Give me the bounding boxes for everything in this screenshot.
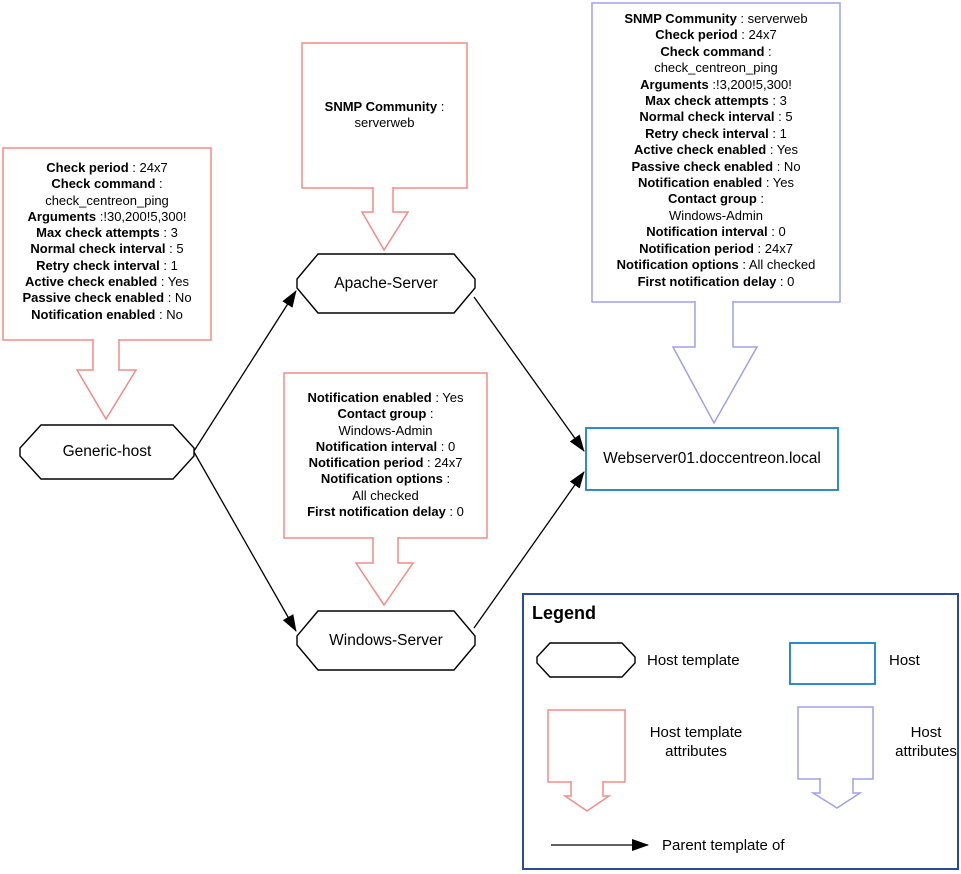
attr-line [302, 115, 467, 131]
legend-host-attr-box [798, 707, 873, 779]
attr-line [592, 274, 840, 290]
attr-label: Passive check enabled [631, 158, 774, 174]
attr-label: Arguments [640, 76, 709, 92]
attr-label: Contact group [337, 406, 427, 422]
attr-label: Notification options [320, 471, 443, 487]
legend-template-attr-arrow [565, 781, 609, 811]
attr-value: : [437, 99, 445, 114]
attr-label: Notification options [616, 257, 739, 273]
attr-line [3, 176, 211, 192]
attr-line [592, 44, 840, 60]
attr-line [284, 390, 487, 406]
attr-label: Check command [660, 43, 765, 59]
apache-server-node-label: Apache-Server [334, 274, 438, 292]
attr-line [302, 99, 467, 115]
legend-parent-template-label: Parent template of [662, 837, 785, 854]
attr-line [3, 241, 211, 257]
attr-value: : 0 [776, 273, 795, 289]
attr-label: Arguments [27, 208, 97, 224]
host-template-attributes-arrow-windows [356, 537, 413, 605]
attr-line [592, 224, 840, 240]
attr-line [284, 504, 487, 520]
attr-line [3, 225, 211, 241]
attr-value: : 0 [767, 224, 786, 240]
attr-label: Notification enabled [307, 390, 432, 405]
attr-label: Notification enabled [31, 306, 156, 322]
legend-host-attributes-label: Host attributes [895, 724, 957, 760]
attr-line [592, 11, 840, 27]
attr-line [592, 159, 840, 175]
attr-value: Windows-Admin [669, 207, 763, 223]
attr-line [3, 274, 211, 290]
attr-value: : Yes [766, 142, 799, 158]
attr-value: : 5 [774, 109, 793, 125]
attr-line [592, 126, 840, 142]
attr-value: serverweb [354, 115, 415, 131]
attr-label: Normal check interval [639, 109, 775, 125]
attr-label: Max check attempts [36, 225, 160, 241]
attr-value: : [756, 191, 765, 207]
host-attributes-arrow-webserver [673, 301, 757, 423]
attr-line [592, 93, 840, 109]
attr-label: Notification interval [646, 224, 768, 240]
attr-value: check_centreon_ping [654, 60, 778, 76]
attr-value: : 1 [159, 257, 178, 273]
attr-label: Active check enabled [633, 142, 767, 158]
attr-label: Max check attempts [645, 93, 769, 109]
attr-label: Retry check interval [645, 125, 769, 141]
attr-value: : serverweb [736, 11, 808, 26]
attr-value: : 24x7 [128, 160, 168, 175]
attr-value: : 0 [445, 504, 464, 520]
attr-value: : 1 [768, 125, 787, 141]
host-template-attributes-arrow-generic [77, 339, 136, 419]
attr-line [592, 60, 840, 76]
attr-value: All checked [352, 487, 419, 503]
attr-value: : [764, 43, 772, 59]
attr-value: : All checked [738, 257, 816, 273]
attr-line [284, 471, 487, 487]
legend-template-attr-box [548, 710, 625, 782]
attr-value: : No [155, 306, 183, 322]
attr-line [3, 307, 211, 323]
attr-value: : 24x7 [423, 455, 463, 471]
attr-label: Check period [655, 27, 738, 43]
attr-line [3, 160, 211, 176]
legend-title: Legend [532, 603, 597, 623]
attr-label: Passive check enabled [22, 290, 165, 306]
attr-label: Notification enabled [637, 175, 763, 191]
legend-host-template-attributes-label: Host template attributes [649, 724, 743, 760]
attr-label: Check period [46, 160, 129, 175]
attr-value: : 5 [165, 241, 184, 257]
attr-value: : 24x7 [753, 240, 793, 256]
attr-line [592, 109, 840, 125]
attr-line [592, 77, 840, 93]
attr-line [592, 27, 840, 43]
attr-line [284, 488, 487, 504]
attr-line [592, 142, 840, 158]
attr-label: Contact group [667, 191, 757, 207]
attr-value: : [426, 406, 434, 422]
windows-server-node-label: Windows-Server [329, 631, 443, 649]
attr-line [3, 290, 211, 306]
attr-label: Retry check interval [36, 257, 160, 273]
attr-label: First notification delay [307, 504, 446, 520]
attr-value: check_centreon_ping [45, 192, 169, 208]
legend-host-attr-arrow [813, 778, 860, 808]
attr-line [284, 423, 487, 439]
attr-line [592, 208, 840, 224]
attr-value: : 0 [437, 438, 456, 454]
generic-host-node-label: Generic-host [62, 443, 152, 460]
attr-value: :!30,200!5,300! [96, 208, 187, 224]
legend-host-shape [790, 643, 875, 684]
attr-line [284, 406, 487, 422]
attr-line [284, 455, 487, 471]
generic-host-attributes-text [3, 160, 211, 323]
attr-value: : No [164, 290, 192, 306]
attr-label: Notification period [308, 455, 424, 471]
attr-value: Windows-Admin [338, 422, 433, 438]
host-template-attributes-arrow-apache [362, 187, 408, 250]
apache-snmp-attributes-text [302, 99, 467, 132]
legend-host-template-shape [537, 643, 635, 677]
attr-value: : Yes [157, 274, 190, 290]
attr-label: Active check enabled [24, 274, 158, 290]
attr-value: : 3 [159, 225, 178, 241]
legend-host-template-label: Host template [647, 652, 740, 669]
attr-label: First notification delay [637, 273, 777, 289]
attr-line [3, 193, 211, 209]
attr-line [592, 257, 840, 273]
attr-label: Notification period [639, 240, 754, 256]
webserver-host-attributes-text [592, 11, 840, 290]
attr-line [284, 439, 487, 455]
attr-label: Notification interval [315, 438, 438, 454]
attr-label: SNMP Community [624, 11, 737, 26]
parent-arrow-generic-to-windows [194, 452, 296, 631]
attr-label: Normal check interval [30, 241, 166, 257]
webserver-host-label: Webserver01.doccentreon.local [603, 450, 821, 467]
parent-arrow-apache-to-webserver [474, 297, 584, 451]
attr-value: : Yes [762, 175, 795, 191]
attr-value: : [155, 176, 163, 192]
legend-host-label: Host [889, 652, 920, 669]
attr-value: :!3,200!5,300! [708, 76, 792, 92]
attr-label: SNMP Community [324, 99, 438, 114]
attr-value: : 3 [768, 93, 787, 109]
attr-line [592, 191, 840, 207]
attr-value: : Yes [431, 390, 464, 405]
attr-label: Check command [51, 176, 156, 192]
attr-line [3, 209, 211, 225]
attr-line [3, 258, 211, 274]
attr-value: : No [773, 158, 801, 174]
attr-line [592, 175, 840, 191]
windows-notification-attributes-text [284, 390, 487, 520]
attr-value: : 24x7 [737, 27, 777, 43]
attr-value: : [442, 471, 451, 487]
attr-line [592, 241, 840, 257]
